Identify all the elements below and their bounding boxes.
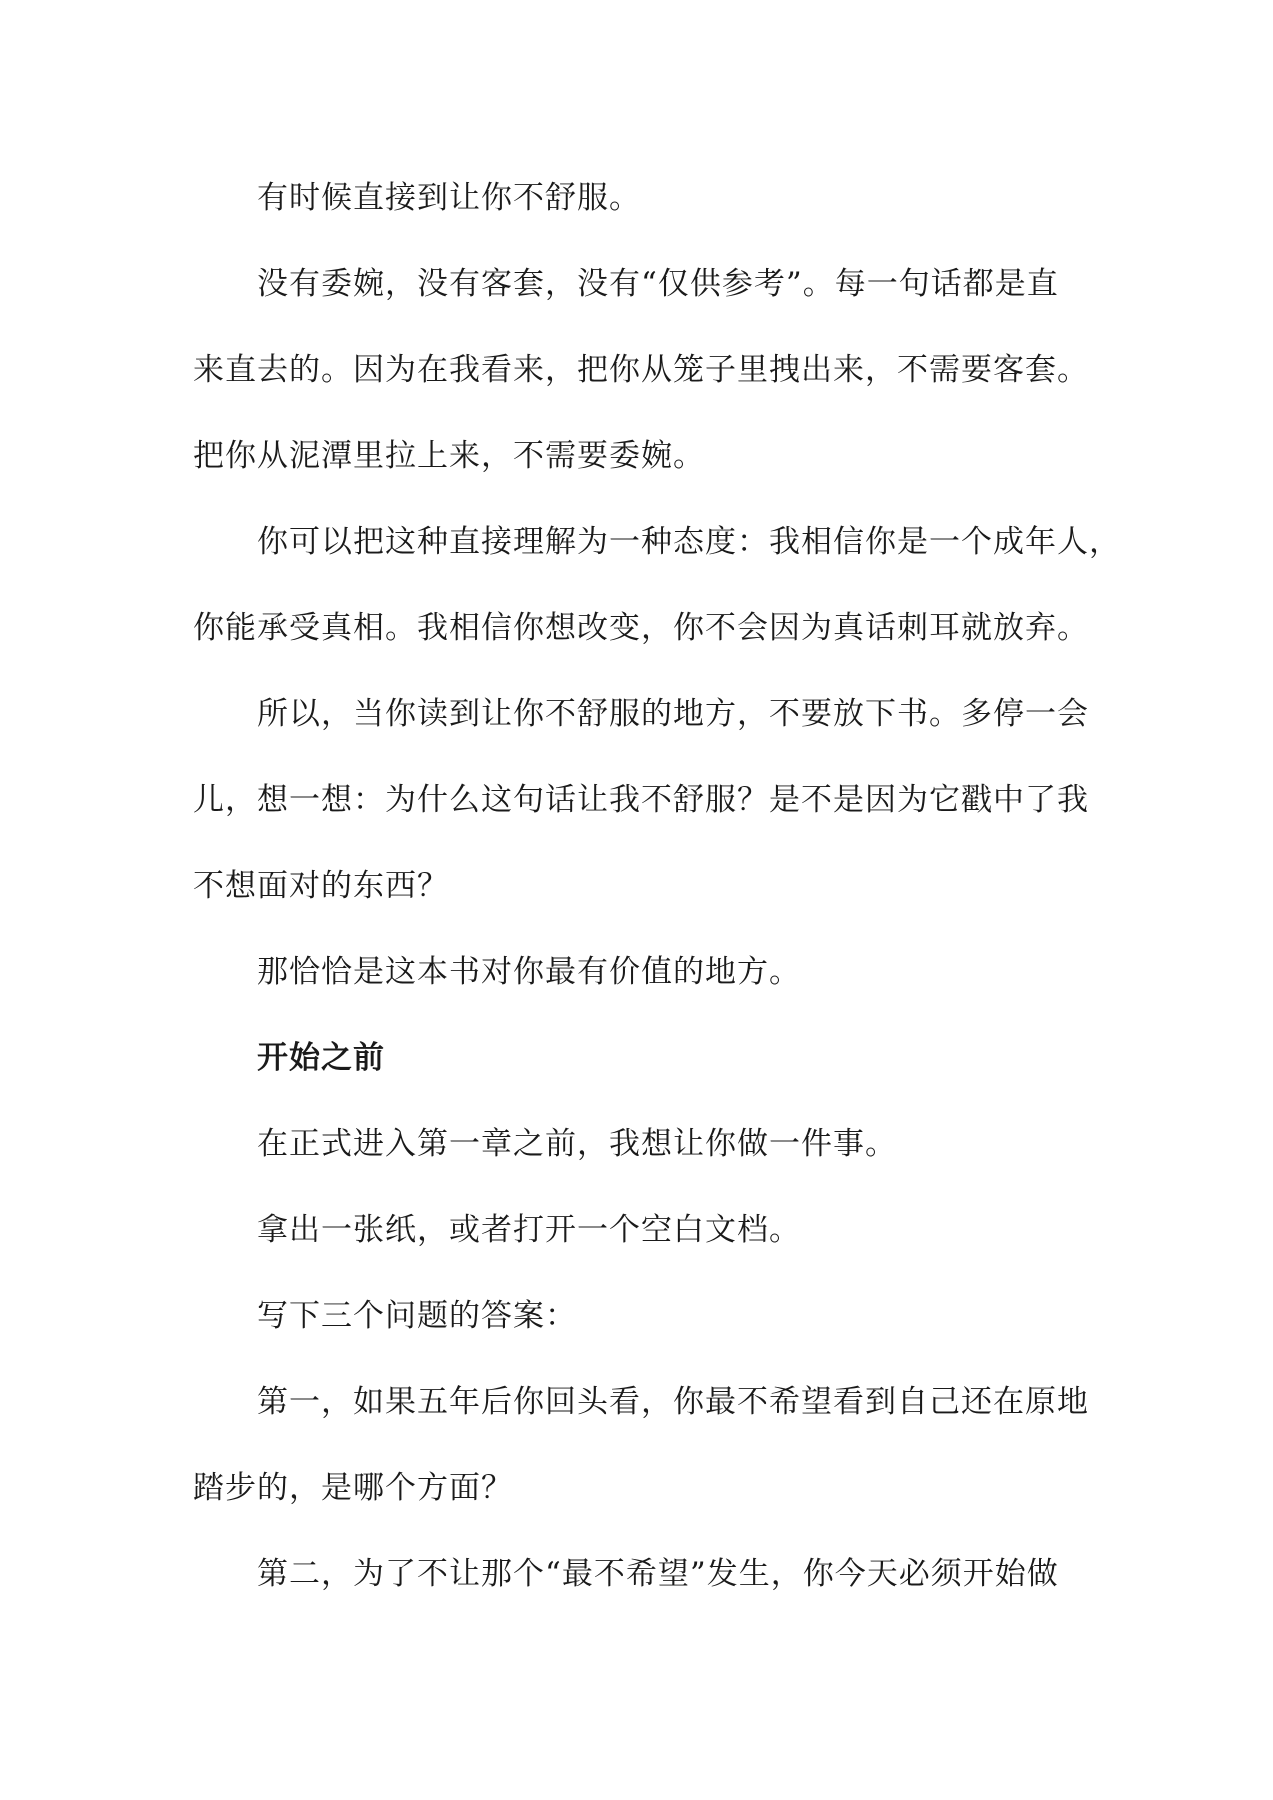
paragraph-line: 有时候直接到让你不舒服。 xyxy=(257,180,641,216)
paragraph-line: 那恰恰是这本书对你最有价值的地方。 xyxy=(257,954,801,990)
paragraph-line: 你能承受真相。我相信你想改变，你不会因为真话刺耳就放弃。 xyxy=(193,610,1089,646)
paragraph-line: 来直去的。因为在我看来，把你从笼子里拽出来，不需要客套。 xyxy=(193,352,1089,388)
paragraph-line: 儿，想一想：为什么这句话让我不舒服？是不是因为它戳中了我 xyxy=(193,782,1089,818)
paragraph-line: 写下三个问题的答案： xyxy=(257,1298,577,1334)
paragraph-line: 所以，当你读到让你不舒服的地方，不要放下书。多停一会 xyxy=(257,696,1089,732)
paragraph-line: 第二，为了不让那个“最不希望”发生，你今天必须开始做 xyxy=(257,1556,1059,1592)
paragraph-line: 把你从泥潭里拉上来，不需要委婉。 xyxy=(193,438,705,474)
paragraph-line: 没有委婉，没有客套，没有“仅供参考”。每一句话都是直 xyxy=(257,266,1059,302)
section-heading: 开始之前 xyxy=(257,1040,385,1076)
paragraph-line: 在正式进入第一章之前，我想让你做一件事。 xyxy=(257,1126,897,1162)
paragraph-line: 踏步的，是哪个方面？ xyxy=(193,1470,513,1506)
paragraph-line: 不想面对的东西？ xyxy=(193,868,449,904)
paragraph-line: 你可以把这种直接理解为一种态度：我相信你是一个成年人， xyxy=(257,524,1121,560)
paragraph-line: 第一，如果五年后你回头看，你最不希望看到自己还在原地 xyxy=(257,1384,1089,1420)
paragraph-line: 拿出一张纸，或者打开一个空白文档。 xyxy=(257,1212,801,1248)
